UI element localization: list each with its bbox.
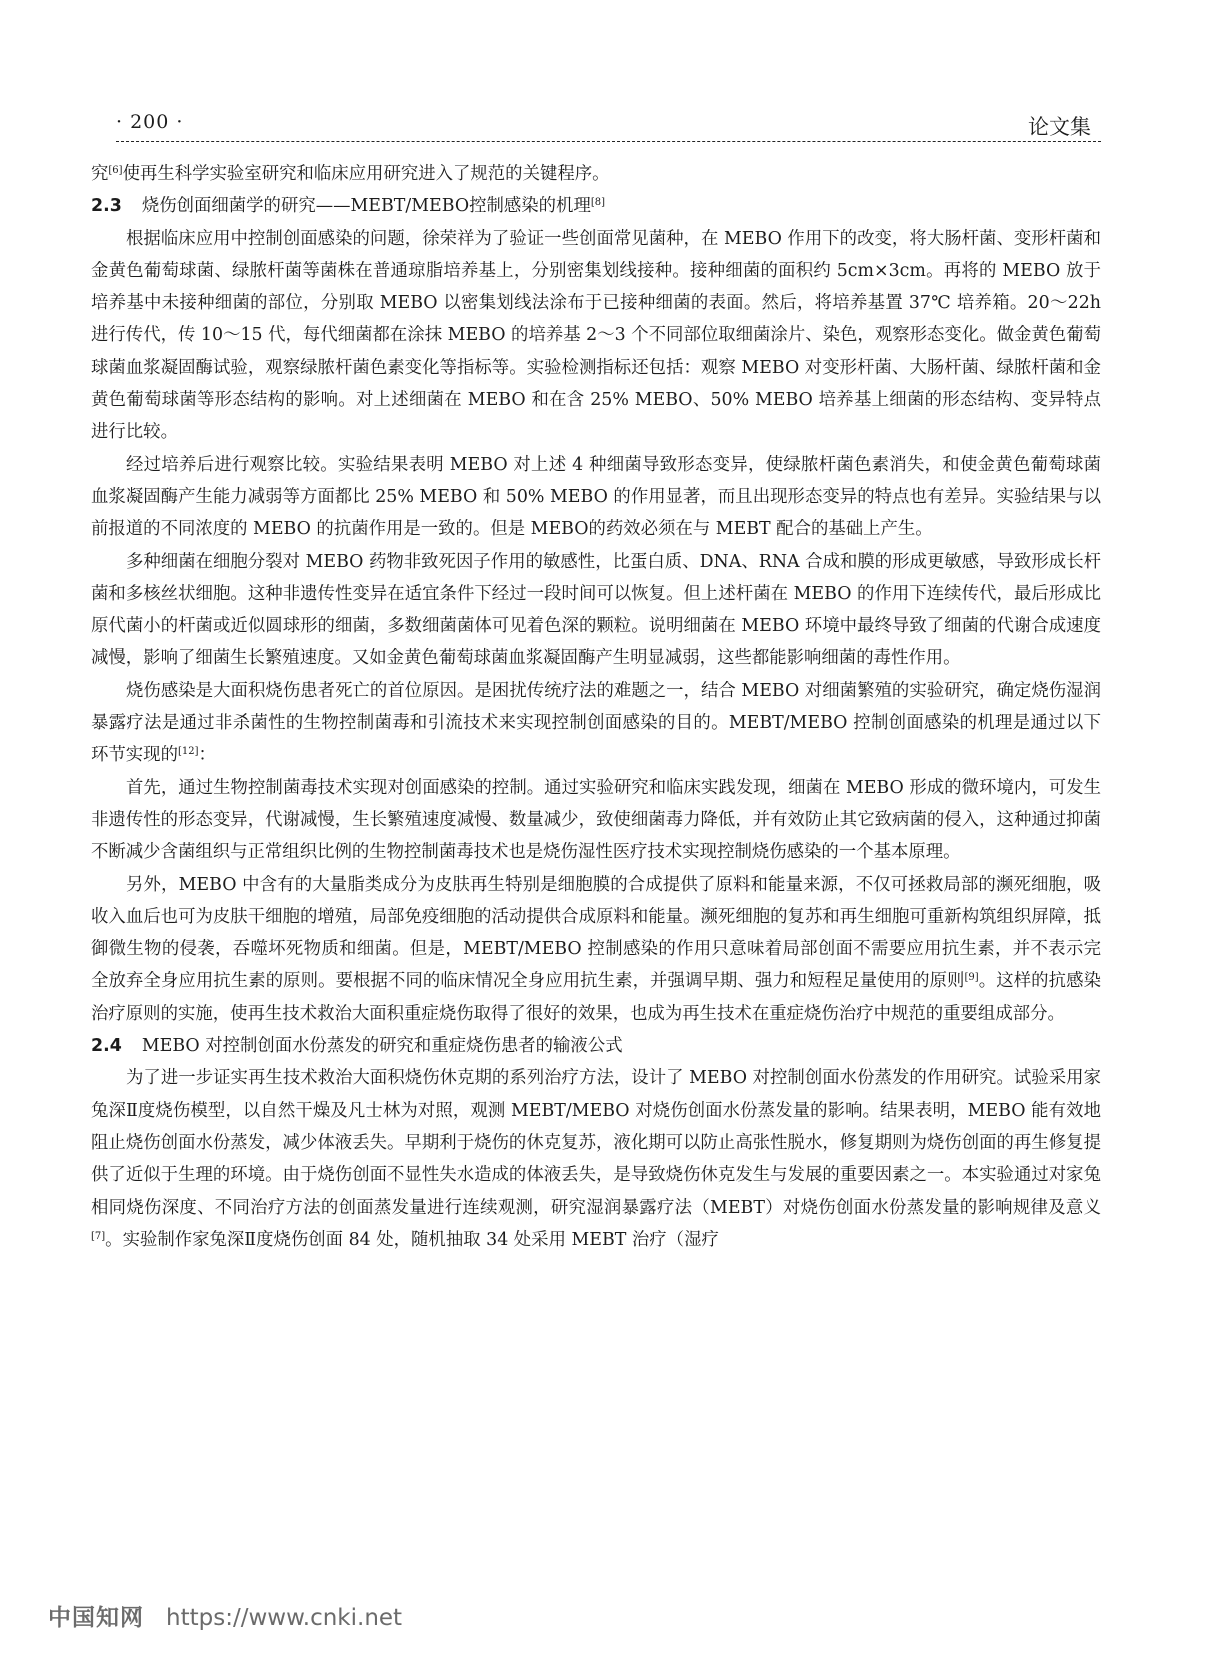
citation-marker: [6]: [108, 165, 123, 176]
collection-title: 论文集: [1028, 115, 1091, 139]
cnki-url[interactable]: https://www.cnki.net: [166, 1605, 403, 1631]
section-number: 2.4: [91, 1036, 122, 1057]
citation-marker: [8]: [590, 197, 606, 209]
paragraph: 另外，MEBO 中含有的大量脂类成分为皮肤再生特别是细胞膜的合成提供了原料和能量来源，不仅可拯救局部的濒死细胞，吸收入血后也可为皮肤干细胞的增殖，局部免疫细胞的活动提供合成原料和能量。濒死细胞的复苏和再生细胞可重新构筑组织屏障，抵御微生物的侵袭，吞噬坏死物质和细菌。但是，MEBT/MEBO 控制感染的作用只意味着局部创面不需要应用抗生素，并不表示完全放弃全身应用抗生素的原则。要根据不同的临床情况全身应用抗生素，并强调早期、强力和短程足量使用的原则[9]。这样的抗感染治疗原则的实施，使再生技术救治大面积重症烧伤取得了很好的效果，也成为再生技术在重症烧伤治疗中规范的重要组成部分。: [91, 874, 1101, 1024]
section-heading-2-3: [91, 190, 1101, 222]
section-number: 2.3: [91, 196, 122, 217]
section-title: 烧伤创面细菌学的研究——MEBT/MEBO控制感染的机理[8]: [141, 196, 606, 217]
citation-marker: [7]: [91, 1230, 106, 1242]
paragraph: 根据临床应用中控制创面感染的问题，徐荣祥为了验证一些创面常见菌种，在 MEBO 作用下的改变，将大肠杆菌、变形杆菌和金黄色葡萄球菌、绿脓杆菌等菌株在普通琼脂培养基上，分别密集划线接种。接种细菌的面积约 5cm×3cm。再将的 MEBO 放于培养基中未接种细菌的部位，分别取 MEBO 以密集划线法涂布于已接种细菌的表面。然后，将培养基置 37℃ 培养箱。20～22h 进行传代，传 10～15 代，每代细菌都在涂抹 MEBO 的培养基 2～3 个不同部位取细菌涂片、染色，观察形态变化。做金黄色葡萄球菌血浆凝固酶试验，观察绿脓杆菌色素变化等指标等。实验检测指标还包括：观察 MEBO 对变形杆菌、大肠杆菌、绿脓杆菌和金黄色葡萄球菌等形态结构的影响。对上述细菌在 MEBO 和在含 25% MEBO、50% MEBO 培养基上细菌的形态结构、变异特点进行比较。: [91, 228, 1101, 443]
page-number: · 200 ·: [116, 111, 184, 133]
paragraph: 烧伤感染是大面积烧伤患者死亡的首位原因。是困扰传统疗法的难题之一，结合 MEBO 对细菌繁殖的实验研究，确定烧伤湿润暴露疗法是通过非杀菌性的生物控制菌毒和引流技术来实现控制创面感染的目的。MEBT/MEBO 控制创面感染的机理是通过以下环节实现的[12]：: [91, 680, 1101, 766]
page-header: [116, 103, 1101, 151]
section-heading-2-4: [91, 1030, 1101, 1062]
paragraph: 首先，通过生物控制菌毒技术实现对创面感染的控制。通过实验研究和临床实践发现，细菌在 MEBO 形成的微环境内，可发生非遗传性的形态变异，代谢减慢，生长繁殖速度减慢、数量减少，致使细菌毒力降低，并有效防止其它致病菌的侵入，这种通过抑菌不断减少含菌组织与正常组织比例的生物控制菌毒技术也是烧伤湿性医疗技术实现控制烧伤感染的一个基本原理。: [91, 777, 1101, 863]
citation-marker: [12]: [177, 746, 199, 758]
header-rule: [116, 141, 1101, 142]
paragraph: 为了进一步证实再生技术救治大面积烧伤休克期的系列治疗方法，设计了 MEBO 对控制创面水份蒸发的作用研究。试验采用家兔深Ⅱ度烧伤模型，以自然干燥及凡士林为对照，观测 MEBT/MEBO 对烧伤创面水份蒸发量的影响。结果表明，MEBO 能有效地阻止烧伤创面水份蒸发，减少体液丢失。早期利于烧伤的休克复苏，液化期可以防止高张性脱水，修复期则为烧伤创面的再生修复提供了近似于生理的环境。由于烧伤创面不显性失水造成的体液丢失，是导致烧伤休克发生与发展的重要因素之一。本实验通过对家兔相同烧伤深度、不同治疗方法的创面蒸发量进行连续观测，研究湿润暴露疗法（MEBT）对烧伤创面水份蒸发量的影响规律及意义[7]。实验制作家兔深Ⅱ度烧伤创面 84 处，随机抽取 34 处采用 MEBT 治疗（湿疗: [91, 1068, 1101, 1250]
cnki-watermark: [48, 1599, 402, 1632]
paragraph-continued: 究[6]使再生科学实验室研究和临床应用研究进入了规范的关键程序。: [91, 164, 610, 184]
citation-marker: [9]: [964, 972, 979, 984]
article-body: [91, 158, 1101, 1256]
paragraph: 多种细菌在细胞分裂对 MEBO 药物非致死因子作用的敏感性，比蛋白质、DNA、RNA 合成和膜的形成更敏感，导致形成长杆菌和多核丝状细胞。这种非遗传性变异在适宜条件下经过一段时间可以恢复。但上述杆菌在 MEBO 的作用下连续传代，最后形成比原代菌小的杆菌或近似圆球形的细菌，多数细菌菌体可见着色深的颗粒。说明细菌在 MEBO 环境中最终导致了细菌的代谢合成速度减慢，影响了细菌生长繁殖速度。又如金黄色葡萄球菌血浆凝固酶产生明显减弱，这些都能影响细菌的毒性作用。: [91, 551, 1101, 669]
section-title: MEBO 对控制创面水份蒸发的研究和重症烧伤患者的输液公式: [141, 1036, 623, 1057]
paragraph: 经过培养后进行观察比较。实验结果表明 MEBO 对上述 4 种细菌导致形态变异，使绿脓杆菌色素消失，和使金黄色葡萄球菌血浆凝固酶产生能力减弱等方面都比 25% MEBO 和 50% MEBO 的作用显著，而且出现形态变异的特点也有差异。实验结果与以前报道的不同浓度的 MEBO 的抗菌作用是一致的。但是 MEBO的药效必须在与 MEBT 配合的基础上产生。: [91, 454, 1101, 540]
cnki-brand: 中国知网: [48, 1605, 144, 1631]
